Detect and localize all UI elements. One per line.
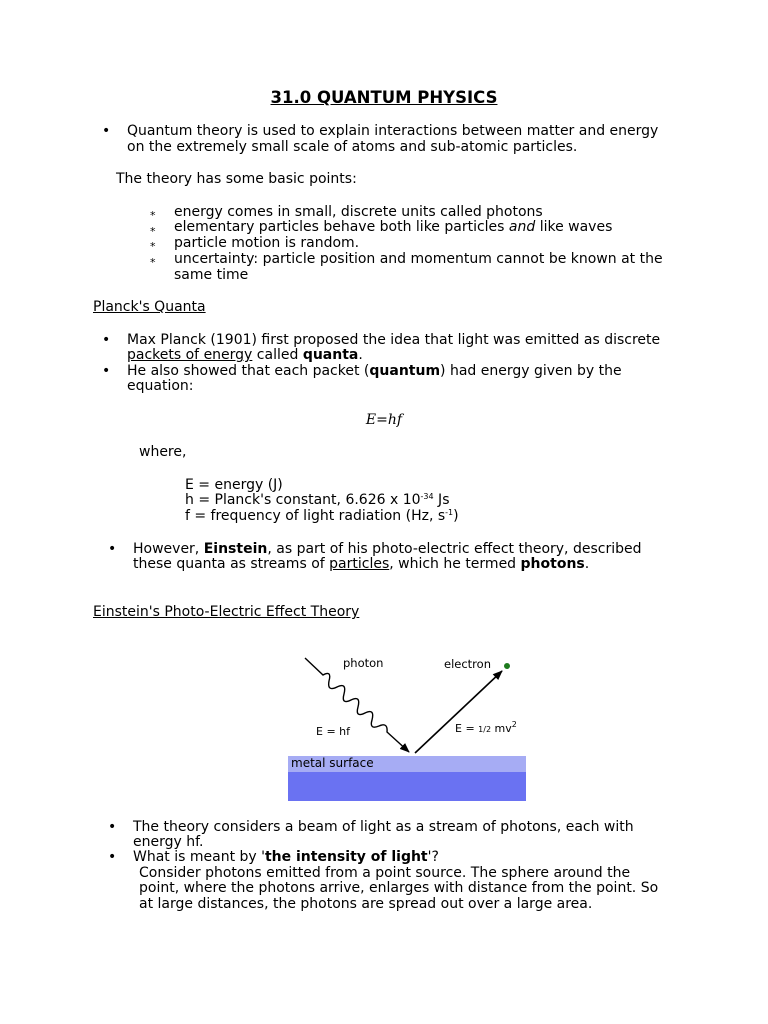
metal-surface-body (288, 772, 526, 801)
photoelectric-diagram (285, 650, 530, 805)
theory-bullet-line2: energy hf. (133, 834, 204, 850)
electron-path (415, 671, 502, 753)
page-title: 31.0 QUANTUM PHYSICS (270, 88, 498, 107)
planck-heading: Planck's Quanta (93, 299, 206, 315)
electron-label: electron (444, 657, 491, 671)
einstein-bullet-line1: However, Einstein, as part of his photo-electric effect theory, described (133, 541, 642, 557)
basic-point-3: particle motion is random. (174, 235, 360, 251)
planck-bullet2-line1: He also showed that each packet (quantum) had energy given by the (127, 363, 622, 379)
planck-bullet1-line2: packets of energy called quanta. (127, 347, 363, 363)
definition-energy: E = energy (J) (185, 477, 283, 493)
star-marker: * (150, 256, 156, 269)
basic-point-2: elementary particles behave both like particles and like waves (174, 219, 613, 235)
definition-frequency: f = frequency of light radiation (Hz, $s^{-1}$) (185, 508, 459, 524)
electron-energy-label: E = 1/2 $mv^2$ (455, 720, 517, 735)
photon-energy-label: E = hf (316, 725, 351, 738)
intensity-paragraph-line1: Consider photons emitted from a point source. The sphere around the (139, 865, 631, 881)
planck-equation: E=hf (365, 412, 403, 428)
bullet-marker: • (102, 363, 111, 379)
intro-bullet-line2: on the extremely small scale of atoms and sub-atomic particles. (127, 139, 578, 155)
bullet-marker: • (108, 849, 117, 865)
where-label: where, (139, 444, 187, 460)
photon-label: photon (343, 656, 384, 670)
basic-point-1: energy comes in small, discrete units called photons (174, 204, 543, 220)
bullet-marker: • (108, 541, 117, 557)
bullet-marker: • (108, 819, 117, 835)
einstein-bullet-line2: these quanta as streams of particles, which he termed photons. (133, 556, 590, 572)
bullet-marker: • (102, 123, 111, 139)
electron-dot (504, 663, 510, 669)
basic-points-heading: The theory has some basic points: (116, 171, 357, 187)
definition-planck-constant: h = Planck's constant, 6.626 x $10^{-34}$ Js (185, 492, 450, 508)
intensity-paragraph-line3: at large distances, the photons are spread out over a large area. (139, 896, 593, 912)
einstein-heading: Einstein's Photo-Electric Effect Theory (93, 604, 360, 620)
basic-point-4-line2: same time (174, 267, 249, 283)
theory-bullet-line1: The theory considers a beam of light as a stream of photons, each with (133, 819, 634, 835)
intensity-question: What is meant by 'the intensity of light'? (133, 849, 439, 865)
metal-surface-label: metal surface (291, 756, 374, 770)
basic-point-4-line1: uncertainty: particle position and momentum cannot be known at the (174, 251, 663, 267)
star-marker: * (150, 225, 156, 238)
star-marker: * (150, 209, 156, 222)
planck-bullet1-line1: Max Planck (1901) first proposed the idea that light was emitted as discrete (127, 332, 661, 348)
star-marker: * (150, 240, 156, 253)
intro-bullet-line1: Quantum theory is used to explain interactions between matter and energy (127, 123, 659, 139)
planck-bullet2-line2: equation: (127, 378, 194, 394)
intensity-paragraph-line2: point, where the photons arrive, enlarges with distance from the point. So (139, 880, 659, 896)
bullet-marker: • (102, 332, 111, 348)
